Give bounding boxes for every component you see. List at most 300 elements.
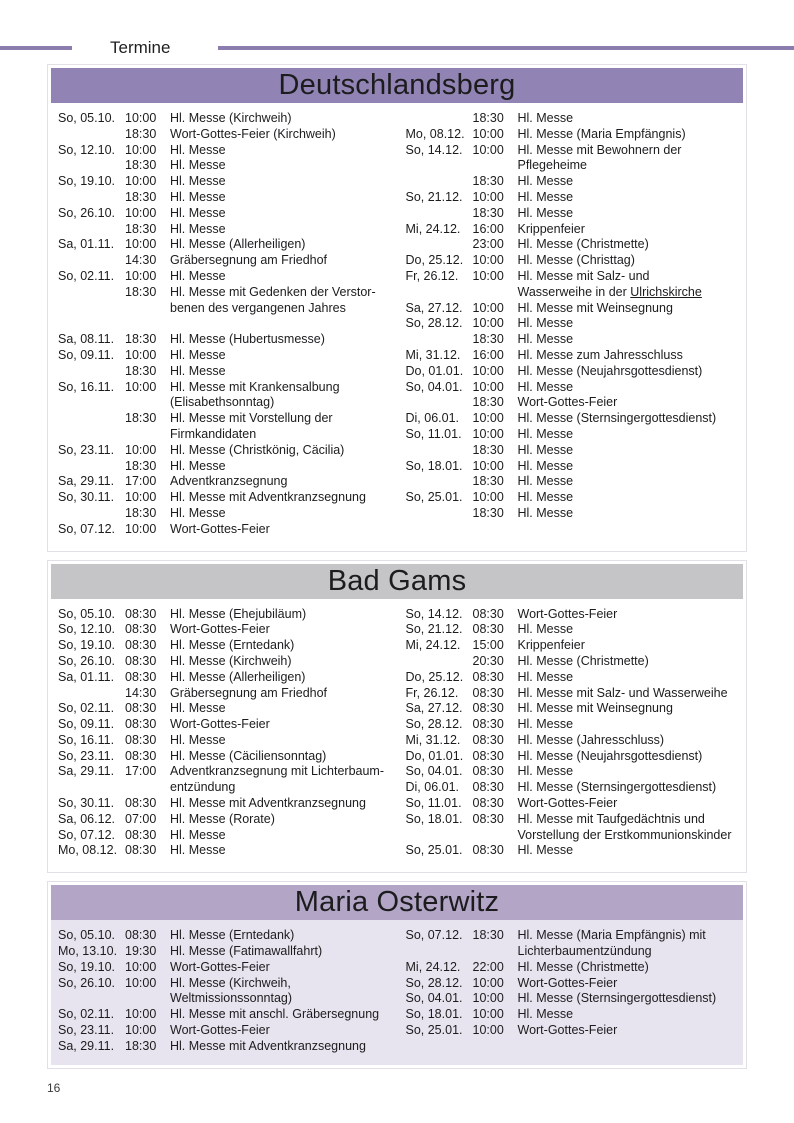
event-date: [58, 506, 125, 522]
section-body-maria-osterwitz: [51, 920, 743, 1064]
event-description: [518, 717, 738, 733]
event-date: So, 16.11.: [58, 732, 115, 747]
event-time: 08:30: [125, 732, 157, 747]
schedule-row: [58, 459, 390, 475]
event-time: 18:30: [125, 158, 157, 173]
schedule-row: [406, 427, 738, 443]
event-time: 14:30: [125, 253, 157, 268]
event-description-line: Hl. Messe: [517, 316, 574, 331]
schedule-column-left: [58, 111, 390, 538]
schedule-row: [58, 654, 390, 670]
event-time: 08:30: [472, 622, 504, 637]
event-time: 18:30: [472, 395, 504, 410]
event-description-line: Wort-Gottes-Feier: [517, 606, 618, 621]
event-description-line: Hl. Messe mit Taufgedächtnis und: [517, 811, 705, 826]
event-date: [58, 253, 125, 269]
event-description: [518, 607, 738, 623]
schedule-row: [58, 253, 390, 269]
event-description-line: Hl. Messe mit Adventkranzsegnung: [170, 490, 366, 505]
event-description: [170, 638, 390, 654]
event-time: 08:30: [125, 606, 157, 621]
event-date: Di, 06.01.: [405, 411, 460, 426]
event-time: 18:30: [125, 284, 157, 299]
schedule-row: [58, 843, 390, 859]
event-date: Fr, 26.12.: [405, 685, 459, 700]
event-description-line: Hl. Messe: [170, 732, 226, 747]
event-description: [170, 1007, 390, 1023]
event-time: 10:00: [472, 490, 504, 505]
event-date: So, 11.01.: [405, 426, 462, 441]
event-description: [518, 654, 738, 670]
schedule-row: [406, 443, 738, 459]
event-time: 18:30: [472, 111, 504, 125]
event-description: [170, 960, 390, 976]
event-description: [518, 764, 738, 780]
event-time: 18:30: [472, 442, 504, 457]
event-date: So, 12.10.: [58, 622, 115, 637]
event-date: [58, 158, 125, 174]
event-time: 18:30: [125, 458, 157, 473]
event-description-line: Hl. Messe mit Adventkranzsegnung: [170, 796, 366, 811]
schedule-column-right: [406, 928, 738, 1054]
event-date: So, 02.11.: [58, 701, 115, 716]
event-description-line: Vorstellung der Erstkommunionskinder: [517, 827, 732, 842]
event-description-line: Wort-Gottes-Feier: [517, 395, 618, 410]
schedule-row: [58, 443, 390, 459]
event-description: [518, 427, 738, 443]
event-description-line: Hl. Messe: [517, 474, 574, 489]
event-description-line: (Elisabethsonntag): [170, 395, 275, 410]
event-description-line: Hl. Messe mit anschl. Gräbersegnung: [170, 1007, 380, 1022]
event-description: [518, 127, 738, 143]
event-time: 08:30: [125, 796, 157, 811]
event-date: So, 19.10.: [58, 174, 115, 189]
event-description: [518, 622, 738, 638]
event-description: [518, 686, 738, 702]
event-date: Di, 06.01.: [405, 780, 460, 795]
schedule-row: [58, 222, 390, 238]
event-date: [406, 206, 473, 222]
event-description-line: Hl. Messe: [170, 158, 226, 173]
event-time: 10:00: [125, 205, 157, 220]
event-date: So, 18.01.: [405, 811, 463, 826]
event-time: 08:30: [125, 717, 157, 732]
event-time: 18:30: [125, 1038, 157, 1053]
schedule-row: [406, 348, 738, 364]
event-time: 08:30: [125, 638, 157, 653]
event-description-line: Hl. Messe (Sternsingergottesdienst): [517, 780, 717, 795]
schedule-row: [58, 960, 390, 976]
section-title-bad-gams: Bad Gams: [51, 564, 743, 599]
schedule-row: [58, 749, 390, 765]
schedule-row: [406, 411, 738, 427]
event-date: So, 11.01.: [405, 796, 462, 811]
event-description-line: Hl. Messe (Neujahrsgottesdienst): [517, 363, 703, 378]
event-date: Mi, 24.12.: [405, 638, 461, 653]
event-date: [58, 285, 125, 317]
event-description-line: Krippenfeier: [517, 638, 585, 653]
section-maria-osterwitz: [47, 881, 747, 1068]
event-description: [170, 928, 390, 944]
schedule-column-left: [58, 607, 390, 860]
event-description-line: Krippenfeier: [517, 221, 585, 236]
schedule-row: [58, 670, 390, 686]
kicker-label: Termine: [110, 38, 171, 57]
event-date: [406, 654, 473, 670]
schedule-row: [406, 474, 738, 490]
event-time: 19:30: [125, 944, 157, 959]
event-description: [170, 670, 390, 686]
event-time: 18:30: [125, 505, 157, 520]
event-date: So, 05.10.: [58, 928, 115, 943]
event-description-line: Hl. Messe (Kirchweih): [170, 111, 292, 125]
event-date: Mo, 13.10.: [58, 944, 118, 959]
event-description-line: Hl. Messe: [517, 111, 574, 125]
event-date: [406, 443, 473, 459]
schedule-row: [58, 348, 390, 364]
event-date: So, 30.11.: [58, 796, 115, 811]
event-description: [518, 459, 738, 475]
event-date: So, 02.11.: [58, 268, 115, 283]
event-description-line: Firmkandidaten: [170, 426, 257, 441]
event-description-line: Hl. Messe: [170, 189, 226, 204]
event-time: 10:00: [125, 347, 157, 362]
event-description-line: Wasserweihe in der Ulrichskirche: [517, 284, 702, 299]
schedule-row: [406, 127, 738, 143]
event-description-line: Wort-Gottes-Feier: [517, 1023, 618, 1038]
schedule-row: [406, 190, 738, 206]
event-description-line: Hl. Messe (Allerheiligen): [170, 669, 306, 684]
event-date: So, 09.11.: [58, 347, 115, 362]
event-description-line: Wort-Gottes-Feier: [517, 796, 618, 811]
schedule-row: [58, 1007, 390, 1023]
schedule-row: [58, 380, 390, 412]
event-date: [406, 506, 473, 522]
event-description: [518, 638, 738, 654]
event-description-line: Wort-Gottes-Feier: [170, 959, 270, 974]
event-time: 10:00: [472, 379, 504, 394]
event-description-line: Hl. Messe: [517, 332, 574, 347]
schedule-row: [406, 780, 738, 796]
event-description: [518, 222, 738, 238]
event-time: 18:30: [125, 363, 157, 378]
event-time: 08:30: [472, 764, 504, 779]
event-time: 10:00: [472, 126, 504, 141]
event-description: [170, 174, 390, 190]
event-description: [170, 127, 390, 143]
event-description-line: Hl. Messe (Christmette): [517, 237, 649, 252]
event-date: So, 18.01.: [405, 1007, 463, 1022]
event-description-line: Hl. Messe: [517, 426, 574, 441]
schedule-row: [406, 686, 738, 702]
event-description-line: Hl. Messe: [517, 490, 574, 505]
event-description: [170, 522, 390, 538]
event-time: 10:00: [125, 521, 157, 536]
event-date: Sa, 01.11.: [58, 237, 115, 252]
event-description-line: Wort-Gottes-Feier: [517, 975, 618, 990]
event-date: Sa, 01.11.: [58, 669, 115, 684]
event-description-line: Hl. Messe mit Vorstellung der: [170, 411, 333, 426]
underlined-text: Ulrichskirche: [630, 284, 702, 299]
event-time: 10:00: [472, 316, 504, 331]
event-description: [518, 190, 738, 206]
event-time: 10:00: [125, 237, 157, 252]
event-date: So, 21.12.: [405, 622, 463, 637]
event-description: [170, 764, 390, 796]
event-time: 10:00: [125, 975, 157, 990]
event-date: So, 25.01.: [405, 843, 463, 858]
event-description-line: Hl. Messe (Hubertusmesse): [170, 332, 325, 347]
event-description-line: Adventkranzsegnung: [170, 474, 288, 489]
schedule-row: [58, 190, 390, 206]
event-description-line: Lichterbaumentzündung: [517, 944, 652, 959]
event-date: Mo, 08.12.: [58, 843, 118, 858]
event-description: [170, 1023, 390, 1039]
event-date: So, 07.12.: [405, 928, 463, 943]
event-date: [58, 364, 125, 380]
schedule-row: [406, 976, 738, 992]
event-date: [406, 237, 473, 253]
schedule-row: [406, 638, 738, 654]
event-date: Mi, 31.12.: [405, 347, 461, 362]
event-description: [170, 506, 390, 522]
event-date: Fr, 26.12.: [405, 268, 459, 283]
event-time: 10:00: [472, 1023, 504, 1038]
event-description: [170, 828, 390, 844]
event-time: 18:30: [125, 189, 157, 204]
event-description-line: Hl. Messe: [170, 142, 226, 157]
event-description: [170, 253, 390, 269]
event-time: 16:00: [472, 347, 504, 362]
event-description: [170, 701, 390, 717]
event-time: 08:30: [472, 796, 504, 811]
event-description-line: Hl. Messe: [517, 764, 574, 779]
event-time: 10:00: [125, 1007, 157, 1022]
schedule-row: [58, 269, 390, 285]
section-bad-gams: [47, 560, 747, 874]
event-description-line: Hl. Messe: [517, 379, 574, 394]
event-description-line: Hl. Messe: [170, 458, 226, 473]
schedule-row: [58, 127, 390, 143]
event-description: [170, 843, 390, 859]
event-date: Sa, 27.12.: [405, 300, 463, 315]
event-description: [170, 443, 390, 459]
schedule-row: [406, 506, 738, 522]
section-title-maria-osterwitz: Maria Osterwitz: [51, 885, 743, 920]
event-description: [170, 411, 390, 443]
event-description: [518, 474, 738, 490]
event-description: [518, 749, 738, 765]
event-time: 18:30: [125, 411, 157, 426]
event-description-line: Pflegeheime: [517, 158, 587, 173]
event-time: 16:00: [472, 221, 504, 236]
event-description-line: Hl. Messe mit Gedenken der Verstor-: [170, 284, 376, 299]
event-description: [518, 443, 738, 459]
event-description-line: Hl. Messe mit Salz- und: [517, 268, 650, 283]
event-date: So, 30.11.: [58, 490, 115, 505]
event-time: 08:30: [472, 685, 504, 700]
event-date: Do, 01.01.: [405, 363, 464, 378]
event-date: So, 23.11.: [58, 442, 115, 457]
event-time: 07:00: [125, 811, 157, 826]
event-time: 08:30: [125, 701, 157, 716]
schedule-row: [58, 717, 390, 733]
event-date: So, 19.10.: [58, 959, 115, 974]
section-body-deutschlandsberg: [51, 103, 743, 548]
event-time: 10:00: [472, 268, 504, 283]
event-description: [170, 285, 390, 317]
event-description-line: entzündung: [170, 780, 236, 795]
schedule-row: [58, 828, 390, 844]
event-time: 10:00: [472, 426, 504, 441]
event-description: [170, 490, 390, 506]
event-description: [518, 364, 738, 380]
event-date: So, 25.01.: [405, 490, 463, 505]
event-time: 08:30: [125, 827, 157, 842]
event-time: 10:00: [472, 189, 504, 204]
schedule-row: [58, 796, 390, 812]
event-description: [170, 607, 390, 623]
event-date: Sa, 29.11.: [58, 1038, 115, 1053]
event-time: 15:00: [472, 638, 504, 653]
event-description-line: Hl. Messe: [170, 363, 226, 378]
event-description: [170, 158, 390, 174]
schedule-row: [406, 174, 738, 190]
event-description-line: Hl. Messe: [517, 669, 574, 684]
event-date: [406, 111, 473, 127]
event-date: [58, 411, 125, 443]
event-time: 08:30: [125, 669, 157, 684]
event-date: So, 04.01.: [405, 764, 463, 779]
event-description: [170, 733, 390, 749]
event-time: 10:00: [472, 411, 504, 426]
event-date: Sa, 08.11.: [58, 332, 115, 347]
event-time: 10:00: [125, 142, 157, 157]
event-description: [170, 237, 390, 253]
schedule-row: [58, 111, 390, 127]
schedule-row: [406, 654, 738, 670]
section-deutschlandsberg: [47, 64, 747, 552]
schedule-row: [406, 111, 738, 127]
event-time: 10:00: [472, 991, 504, 1006]
event-description: [170, 111, 390, 127]
event-description: [518, 991, 738, 1007]
event-description: [518, 670, 738, 686]
schedule-row: [406, 717, 738, 733]
schedule-content: [0, 64, 794, 1069]
event-time: 22:00: [472, 959, 504, 974]
event-description-line: Hl. Messe: [170, 505, 226, 520]
event-description-line: Hl. Messe: [517, 505, 574, 520]
schedule-row: [406, 143, 738, 175]
event-description: [170, 222, 390, 238]
event-description: [170, 622, 390, 638]
event-description-line: Hl. Messe: [170, 221, 226, 236]
event-date: [406, 174, 473, 190]
schedule-row: [406, 812, 738, 844]
event-description-line: Hl. Messe (Erntedank): [170, 638, 295, 653]
event-description: [518, 812, 738, 844]
schedule-row: [406, 222, 738, 238]
section-title-deutschlandsberg: Deutschlandsberg: [51, 68, 743, 103]
event-time: 18:30: [472, 505, 504, 520]
event-date: [406, 332, 473, 348]
event-description-line: Wort-Gottes-Feier: [170, 521, 270, 536]
event-description-line: Hl. Messe (Christmette): [517, 959, 649, 974]
event-time: 18:30: [472, 474, 504, 489]
event-time: 18:30: [125, 332, 157, 347]
event-time: 08:30: [472, 701, 504, 716]
kicker-rule-right: [218, 46, 794, 50]
schedule-row: [406, 490, 738, 506]
schedule-row: [406, 316, 738, 332]
page-number: 16: [47, 1080, 61, 1095]
event-description-line: Hl. Messe: [517, 622, 574, 637]
event-description: [518, 269, 738, 301]
event-date: [58, 686, 125, 702]
event-date: Mi, 31.12.: [405, 732, 461, 747]
event-description: [518, 506, 738, 522]
schedule-row: [406, 1007, 738, 1023]
event-time: 10:00: [472, 1007, 504, 1022]
event-time: 23:00: [472, 237, 504, 252]
event-date: Sa, 06.12.: [58, 811, 115, 826]
schedule-row: [406, 332, 738, 348]
schedule-row: [406, 253, 738, 269]
event-description: [518, 976, 738, 992]
schedule-row: [58, 622, 390, 638]
kicker-rule-left: [0, 46, 72, 50]
event-time: 08:30: [472, 748, 504, 763]
event-time: 08:30: [125, 843, 157, 858]
event-description: [170, 686, 390, 702]
event-date: [58, 459, 125, 475]
schedule-row: [58, 764, 390, 796]
event-description-line: Hl. Messe (Jahresschluss): [517, 732, 665, 747]
event-description-line: Hl. Messe mit Krankensalbung: [170, 379, 340, 394]
schedule-row: [58, 686, 390, 702]
schedule-row: [406, 749, 738, 765]
schedule-row: [58, 158, 390, 174]
event-description-line: Hl. Messe: [517, 458, 574, 473]
event-description-line: Hl. Messe (Rorate): [170, 811, 275, 826]
event-description-line: Gräbersegnung am Friedhof: [170, 253, 328, 268]
event-description: [518, 960, 738, 976]
event-description-line: Hl. Messe (Christkönig, Cäcilia): [170, 442, 345, 457]
event-description-line: Hl. Messe (Maria Empfängnis): [517, 126, 686, 141]
event-date: Mo, 08.12.: [405, 126, 465, 141]
event-date: Mi, 24.12.: [405, 221, 461, 236]
event-description: [170, 143, 390, 159]
event-description-line: Wort-Gottes-Feier: [170, 717, 270, 732]
event-date: [58, 222, 125, 238]
event-description-line: Hl. Messe: [170, 827, 226, 842]
event-time: 10:00: [125, 442, 157, 457]
schedule-row: [58, 364, 390, 380]
event-description-line: Hl. Messe: [517, 205, 574, 220]
event-description: [170, 976, 390, 1008]
event-time: 18:30: [472, 174, 504, 189]
schedule-row: [58, 143, 390, 159]
event-date: [406, 395, 473, 411]
event-date: [58, 190, 125, 206]
event-time: 08:30: [472, 732, 504, 747]
event-time: 10:00: [472, 253, 504, 268]
event-description: [518, 796, 738, 812]
event-time: 08:30: [472, 780, 504, 795]
event-date: So, 26.10.: [58, 205, 115, 220]
event-date: So, 12.10.: [58, 142, 115, 157]
